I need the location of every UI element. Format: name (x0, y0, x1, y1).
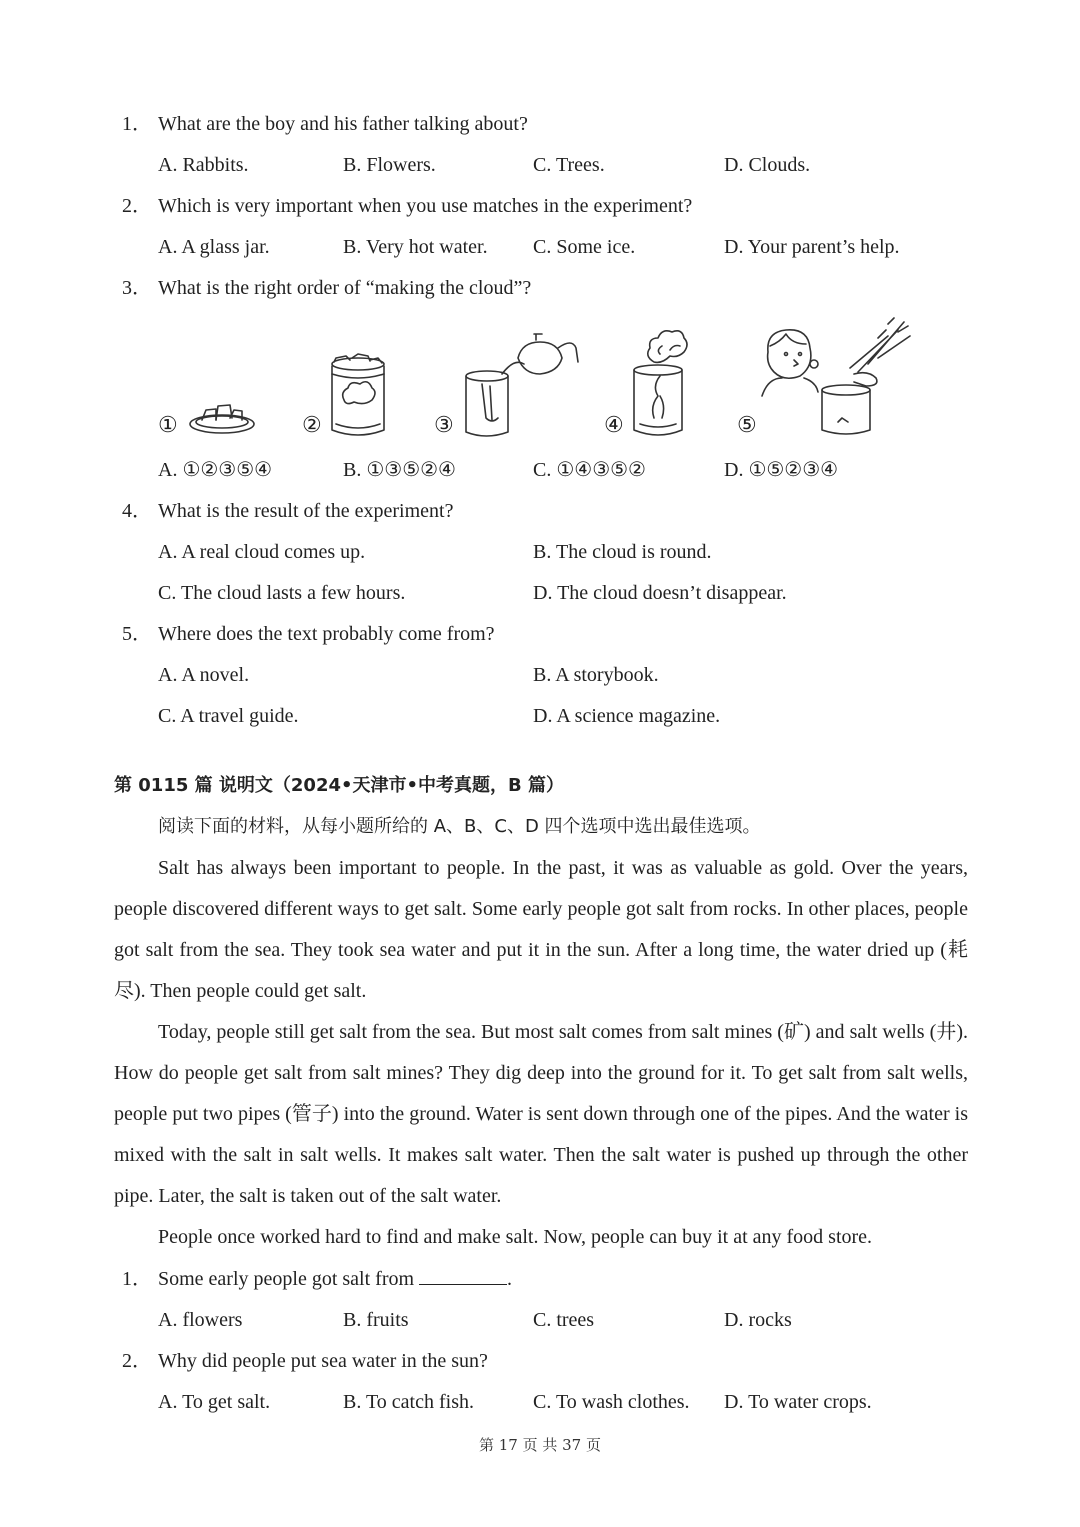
option-c[interactable]: C. ①④③⑤② (533, 459, 646, 481)
option-d[interactable]: D. ①⑤②③④ (724, 459, 839, 481)
option-a[interactable]: A. ①②③⑤④ (158, 459, 273, 481)
picture-label-5: ⑤ (737, 412, 757, 437)
passage-paragraph-3: People once worked hard to find and make salt. Now, people can buy it at any food store. (158, 1226, 873, 1248)
question-number: 4． (122, 500, 152, 522)
question-b2 (122, 1348, 488, 1374)
question-3 (122, 275, 531, 301)
question-2 (122, 193, 692, 219)
option-d[interactable]: D. Your parent’s help. (724, 236, 900, 258)
option-d[interactable]: D. The cloud doesn’t disappear. (533, 582, 787, 604)
option-c[interactable]: C. Some ice. (533, 236, 636, 258)
question-text: Where does the text probably come from? (158, 623, 495, 645)
question-number: 3． (122, 277, 152, 299)
question-text: What are the boy and his father talking about? (158, 113, 528, 135)
option-a[interactable]: A. flowers (158, 1309, 243, 1331)
option-a[interactable]: A. To get salt. (158, 1391, 271, 1413)
picture-label-1: ① (158, 412, 178, 437)
option-c[interactable]: C. Trees. (533, 154, 605, 176)
question-number: 1． (122, 1268, 152, 1290)
option-b[interactable]: B. ①③⑤②④ (343, 459, 456, 481)
picture-label-3: ③ (434, 412, 454, 437)
option-a[interactable]: A. Rabbits. (158, 154, 249, 176)
passage-paragraph-2: Today, people still get salt from the sea. But most salt comes from salt mines (矿) and salt wells (井). How do people get salt from salt mines? They dig deep into the ground for it. To get salt from salt wells, people put two pipes (管子) into the ground. Water is sent down through one of the pipes. And the water is mixed with the salt in salt wells. It makes salt water. Then the salt water is pushed up through the other pipe. Later, the salt is taken out of the salt water. (114, 1021, 968, 1207)
question-5 (122, 621, 495, 647)
option-a[interactable]: A. A glass jar. (158, 236, 270, 258)
option-d[interactable]: D. To water crops. (724, 1391, 872, 1413)
option-c[interactable]: C. trees (533, 1309, 595, 1331)
question-4 (122, 498, 453, 524)
option-b[interactable]: B. Very hot water. (343, 236, 488, 258)
page-footer: 第 17 页 共 37 页 (478, 1436, 601, 1454)
passage-paragraph-1: Salt has always been important to people. In the past, it was as valuable as gold. Over the years, people discovered different ways to get salt. Some early people got salt from rocks. In other places, people got salt from the sea. They took sea water and put it in the sun. After a long time, the water dried up (耗尽). Then people could get salt. (114, 857, 968, 1002)
jar-steam-illustration (630, 326, 692, 440)
option-a[interactable]: A. A novel. (158, 664, 250, 686)
question-b1 (122, 1266, 512, 1292)
question-number: 1． (122, 113, 152, 135)
picture-label-4: ④ (604, 412, 624, 437)
question-number: 2． (122, 1350, 152, 1372)
option-c[interactable]: C. A travel guide. (158, 705, 299, 727)
option-d[interactable]: D. rocks (724, 1309, 792, 1331)
option-b[interactable]: B. The cloud is round. (533, 541, 712, 563)
question-1 (122, 111, 528, 137)
question-end-punct: . (507, 1268, 513, 1290)
question-text: Some early people got salt from (158, 1268, 415, 1290)
question-text: Which is very important when you use matches in the experiment? (158, 195, 693, 217)
option-c[interactable]: C. The cloud lasts a few hours. (158, 582, 406, 604)
answer-blank[interactable] (419, 1266, 507, 1285)
option-d[interactable]: D. A science magazine. (533, 705, 721, 727)
pouring-water-illustration (462, 328, 584, 440)
question-number: 5． (122, 623, 152, 645)
question-text: What is the result of the experiment? (158, 500, 454, 522)
question-number: 2． (122, 195, 152, 217)
option-b[interactable]: B. Flowers. (343, 154, 436, 176)
jar-ice-cloud-illustration (328, 352, 390, 440)
section-instruction: 阅读下面的材料，从每小题所给的 A、B、C、D 四个选项中选出最佳选项。 (158, 816, 761, 837)
reading-passage (114, 848, 968, 1258)
boy-match-illustration (758, 316, 914, 440)
section-heading: 第 0115 篇 说明文（2024•天津市•中考真题，B 篇） (114, 775, 564, 796)
picture-label-2: ② (302, 412, 322, 437)
option-b[interactable]: B. To catch fish. (343, 1391, 474, 1413)
option-b[interactable]: B. fruits (343, 1309, 409, 1331)
option-b[interactable]: B. A storybook. (533, 664, 659, 686)
option-d[interactable]: D. Clouds. (724, 154, 811, 176)
question-text: What is the right order of “making the cloud”? (158, 277, 532, 299)
option-a[interactable]: A. A real cloud comes up. (158, 541, 366, 563)
option-c[interactable]: C. To wash clothes. (533, 1391, 690, 1413)
ice-plate-illustration (186, 398, 258, 438)
question-text: Why did people put sea water in the sun? (158, 1350, 488, 1372)
